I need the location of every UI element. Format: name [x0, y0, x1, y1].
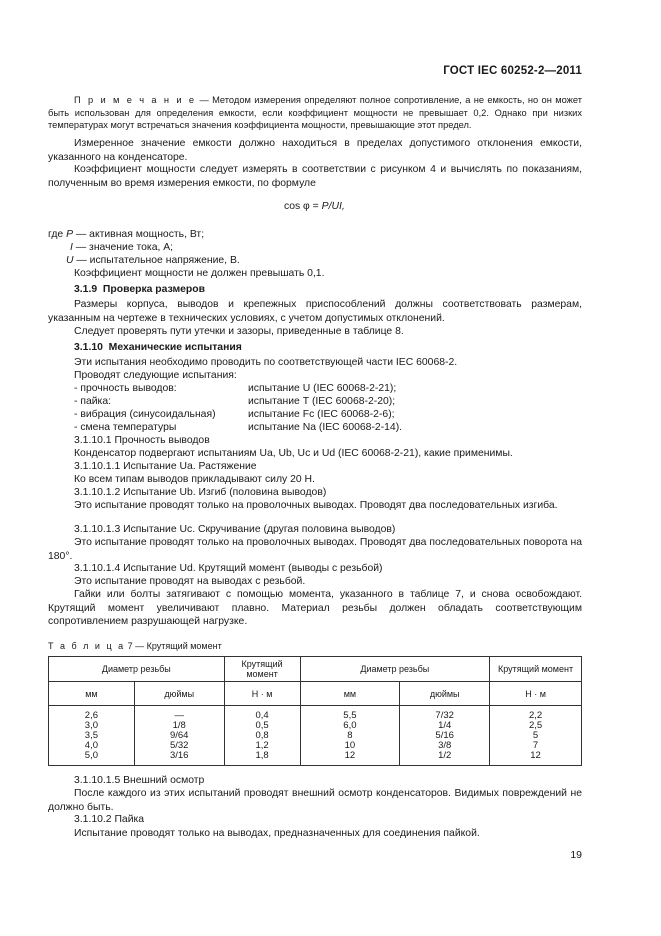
table-unit-cell: Н · м: [490, 682, 582, 706]
paragraph-tensile: Ко всем типам выводов прикладывают силу 20 Н.: [74, 474, 315, 485]
subsection-3-1-10-1-3: 3.1.10.1.3 Испытание Uc. Скручивание (другая половина выводов): [74, 524, 396, 535]
page-number: 19: [570, 849, 582, 861]
table-unit-cell: Н · м: [224, 682, 300, 706]
note-paragraph: [48, 94, 582, 132]
formula-left: cos φ =: [284, 201, 322, 212]
page-header: ГОСТ IEC 60252-2—2011: [443, 65, 582, 77]
paragraph-creepage: Следует проверять пути утечки и зазоры, приведенные в таблице 8.: [74, 326, 404, 337]
where-p-text: — активная мощность, Вт;: [73, 229, 205, 240]
test-name: - прочность выводов:: [74, 383, 177, 394]
test-name: - пайка:: [74, 396, 111, 407]
symbol-p: P: [66, 229, 73, 240]
table-cell: 2,6 3,0 3,5 4,0 5,0: [49, 706, 135, 766]
paragraph-soldering: Испытание проводят только на выводах, предназначенных для соединения пайкой.: [74, 828, 480, 839]
table-header-cell: Диаметр резьбы: [49, 657, 225, 682]
paragraph-mechanical: Эти испытания необходимо проводить по соответствующей части IEC 60068-2.: [74, 357, 458, 368]
symbol-u: U: [66, 255, 74, 266]
table-header-cell: Крутящий момент: [224, 657, 300, 682]
table-unit-cell: мм: [300, 682, 400, 706]
table-header-cell: Диаметр резьбы: [300, 657, 490, 682]
section-3-1-10: [74, 341, 242, 355]
paragraph-visual-inspection: После каждого из этих испытаний проводят внешний осмотр конденсаторов. Видимых повреждений не должно быть.: [48, 788, 582, 813]
paragraph-threaded: Это испытание проводят на выводах с резьбой.: [74, 576, 306, 587]
table-unit-cell: мм: [49, 682, 135, 706]
table-cell: 2,2 2,5 5 7 12: [490, 706, 582, 766]
paragraph-terminal-tests: Конденсатор подвергают испытаниям Ua, Ub, Uc и Ud (IEC 60068-2-21), какие применимы.: [74, 448, 513, 459]
table-header-cell: Крутящий момент: [490, 657, 582, 682]
section-number: 3.1.10: [74, 342, 103, 353]
subsection-3-1-10-1: 3.1.10.1 Прочность выводов: [74, 435, 210, 446]
table-unit-cell: дюймы: [400, 682, 490, 706]
section-title: Механические испытания: [108, 342, 242, 353]
table-cell: 0,4 0,5 0,8 1,2 1,8: [224, 706, 300, 766]
torque-table: [48, 656, 582, 766]
symbol-i: I: [70, 242, 73, 253]
table-row: [49, 706, 582, 766]
section-number: 3.1.9: [74, 284, 98, 295]
paragraph-dimensions: Размеры корпуса, выводов и крепежных приспособлений должны соответствовать размерам, указанным на чертеже в технических условиях, с учетом допустимых отклонений.: [48, 299, 582, 324]
subsection-3-1-10-1-4: 3.1.10.1.4 Испытание Ud. Крутящий момент (выводы с резьбой): [74, 563, 383, 574]
paragraph-power-factor-limit: Коэффициент мощности не должен превышать 0,1.: [74, 268, 325, 279]
table-header-row: [49, 657, 582, 682]
paragraph-measured-capacitance: Измеренное значение емкости должно находиться в пределах допустимого отклонения емкости, указанного на конденсаторе.: [48, 138, 582, 163]
subsection-3-1-10-1-2: 3.1.10.1.2 Испытание Ub. Изгиб (половина выводов): [74, 487, 327, 498]
section-3-1-9: [74, 283, 205, 297]
subsection-3-1-10-2: 3.1.10.2 Пайка: [74, 814, 145, 825]
formula-right: P/UI,: [321, 201, 345, 212]
note-text: — Методом измерения определяют полное сопротивление, а не емкость, но он может быть использован для определения емкости, если коэффициент мощности не превышает 0,2. Однако при низких температурах могут встречаться значения коэффициента мощности, превышающие этот предел.: [48, 95, 582, 130]
test-name: - вибрация (синусоидальная): [74, 409, 216, 420]
table-unit-row: [49, 682, 582, 706]
formula: [284, 200, 345, 214]
where-i-text: — значение тока, А;: [72, 242, 174, 253]
where-i: [70, 241, 173, 255]
test-value: испытание Т (IEC 60068-2-20);: [248, 396, 396, 407]
paragraph-power-factor: Коэффициент мощности следует измерять в соответствии с рисунком 4 и вычислять по показаниям, полученным во время измерения емкости, по формуле: [48, 164, 582, 189]
where-prefix: где: [48, 229, 67, 240]
table-cell: — 1/8 9/64 5/32 3/16: [134, 706, 224, 766]
paragraph-bending: Это испытание проводят только на проволочных выводах. Проводят два последовательных изгиба.: [74, 500, 558, 511]
section-title: Проверка размеров: [102, 284, 206, 295]
subsection-3-1-10-1-1: 3.1.10.1.1 Испытание Ua. Растяжение: [74, 461, 257, 472]
table-caption-text: 7 — Крутящий момент: [125, 641, 222, 651]
test-value: испытание Fc (IEC 60068-2-6);: [248, 409, 395, 420]
where-u-text: — испытательное напряжение, В.: [73, 255, 240, 266]
subsection-3-1-10-1-5: 3.1.10.1.5 Внешний осмотр: [74, 775, 205, 786]
where-p: [48, 228, 204, 242]
table-cell: 7/32 1/4 5/16 3/8 1/2: [400, 706, 490, 766]
table-caption-label: Т а б л и ц а: [48, 641, 126, 651]
paragraph-torsion: Это испытание проводят только на проволочных выводах. Проводят два последовательных поворота на 180°.: [48, 537, 582, 562]
test-value: испытание Na (IEC 60068-2-14).: [248, 422, 403, 433]
note-label: П р и м е ч а н и е: [74, 95, 197, 105]
test-value: испытание U (IEC 60068-2-21);: [248, 383, 397, 394]
paragraph-torque: Гайки или болты затягивают с помощью момента, указанного в таблице 7, и снова освобождают. Крутящий момент увеличивают плавно. Материал резьбы должен обладать соответствующим сопротивлением разрушающей нагрузке.: [48, 589, 582, 627]
table-caption: [48, 640, 222, 654]
table-unit-cell: дюймы: [134, 682, 224, 706]
test-name: - смена температуры: [74, 422, 177, 433]
table-cell: 5,5 6,0 8 10 12: [300, 706, 400, 766]
where-u: [66, 254, 240, 268]
paragraph-tests-intro: Проводят следующие испытания:: [74, 370, 237, 381]
